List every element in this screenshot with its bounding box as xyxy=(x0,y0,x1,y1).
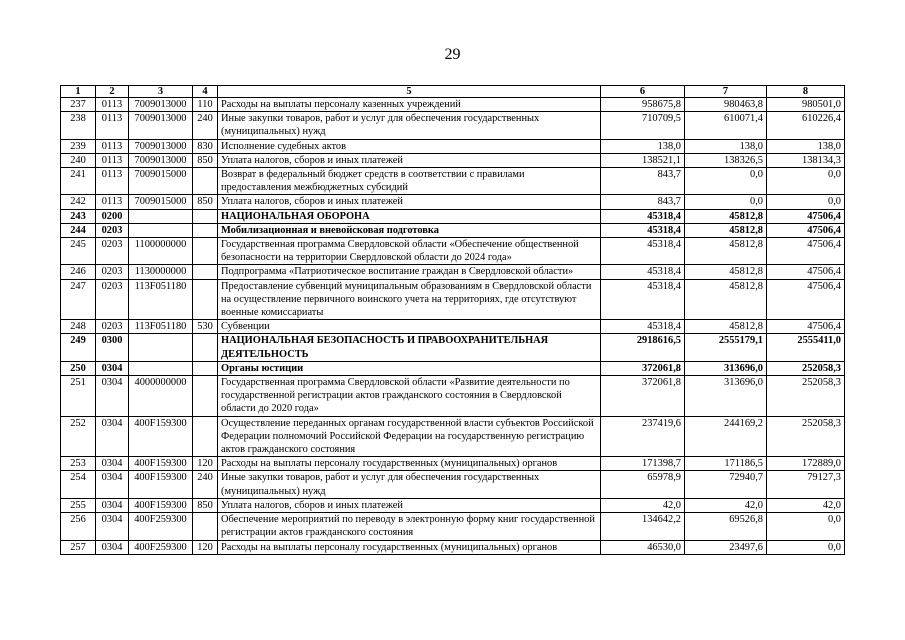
target-article-cell: 7009015000 xyxy=(129,168,193,195)
table-row xyxy=(61,457,845,471)
amount-col8-cell: 610226,4 xyxy=(767,112,845,139)
target-article-cell: 400F159300 xyxy=(129,498,193,512)
page-number: 29 xyxy=(444,46,461,63)
row-number-cell: 257 xyxy=(61,540,96,554)
section-code-cell: 0113 xyxy=(96,139,129,153)
target-article-cell: 400F159300 xyxy=(129,471,193,498)
row-number-cell: 242 xyxy=(61,195,96,209)
table-row xyxy=(61,540,845,554)
table-row xyxy=(61,98,845,112)
amount-col8-cell: 138134,3 xyxy=(767,153,845,167)
expense-type-cell: 850 xyxy=(193,498,218,512)
expense-type-cell xyxy=(193,265,218,279)
amount-col8-cell: 47506,4 xyxy=(767,238,845,265)
item-name-cell: Расходы на выплаты персоналу государственных (муниципальных) органов xyxy=(218,457,601,471)
table-row xyxy=(61,361,845,375)
table-row xyxy=(61,139,845,153)
amount-col6-cell: 45318,4 xyxy=(601,279,685,320)
target-article-cell: 113F051180 xyxy=(129,279,193,320)
item-name-cell: Субвенции xyxy=(218,320,601,334)
budget-table xyxy=(60,85,845,555)
table-body xyxy=(61,98,845,555)
row-number-cell: 254 xyxy=(61,471,96,498)
target-article-cell: 7009013000 xyxy=(129,112,193,139)
table-row xyxy=(61,153,845,167)
amount-col8-cell: 252058,3 xyxy=(767,416,845,457)
expense-type-cell: 530 xyxy=(193,320,218,334)
amount-col8-cell: 252058,3 xyxy=(767,361,845,375)
expense-type-cell: 850 xyxy=(193,195,218,209)
expense-type-cell: 850 xyxy=(193,153,218,167)
row-number-cell: 244 xyxy=(61,223,96,237)
amount-col7-cell: 45812,8 xyxy=(685,265,767,279)
item-name-cell: Иные закупки товаров, работ и услуг для обеспечения государственных (муниципальных) нужд xyxy=(218,112,601,139)
amount-col8-cell: 47506,4 xyxy=(767,320,845,334)
column-header: 7 xyxy=(685,86,767,98)
section-code-cell: 0203 xyxy=(96,238,129,265)
section-code-cell: 0200 xyxy=(96,209,129,223)
section-code-cell: 0304 xyxy=(96,416,129,457)
target-article-cell: 400F259300 xyxy=(129,513,193,540)
item-name-cell: Возврат в федеральный бюджет средств в соответствии с правилами предоставления межбюджетных субсидий xyxy=(218,168,601,195)
section-code-cell: 0203 xyxy=(96,265,129,279)
expense-type-cell: 120 xyxy=(193,540,218,554)
target-article-cell xyxy=(129,223,193,237)
amount-col6-cell: 843,7 xyxy=(601,195,685,209)
amount-col6-cell: 372061,8 xyxy=(601,361,685,375)
section-code-cell: 0203 xyxy=(96,223,129,237)
section-code-cell: 0113 xyxy=(96,98,129,112)
expense-type-cell: 830 xyxy=(193,139,218,153)
expense-type-cell xyxy=(193,334,218,361)
target-article-cell: 7009013000 xyxy=(129,98,193,112)
table-row xyxy=(61,334,845,361)
amount-col6-cell: 42,0 xyxy=(601,498,685,512)
amount-col8-cell: 42,0 xyxy=(767,498,845,512)
row-number-cell: 237 xyxy=(61,98,96,112)
column-header: 8 xyxy=(767,86,845,98)
amount-col7-cell: 69526,8 xyxy=(685,513,767,540)
item-name-cell: Органы юстиции xyxy=(218,361,601,375)
amount-col7-cell: 138,0 xyxy=(685,139,767,153)
section-code-cell: 0113 xyxy=(96,112,129,139)
row-number-cell: 255 xyxy=(61,498,96,512)
item-name-cell: Исполнение судебных актов xyxy=(218,139,601,153)
row-number-cell: 246 xyxy=(61,265,96,279)
item-name-cell: Расходы на выплаты персоналу казенных учреждений xyxy=(218,98,601,112)
amount-col8-cell: 252058,3 xyxy=(767,376,845,417)
table-header-row xyxy=(61,86,845,98)
item-name-cell: НАЦИОНАЛЬНАЯ ОБОРОНА xyxy=(218,209,601,223)
item-name-cell: Уплата налогов, сборов и иных платежей xyxy=(218,498,601,512)
amount-col8-cell: 47506,4 xyxy=(767,265,845,279)
table-row xyxy=(61,265,845,279)
row-number-cell: 245 xyxy=(61,238,96,265)
section-code-cell: 0304 xyxy=(96,498,129,512)
row-number-cell: 243 xyxy=(61,209,96,223)
column-header: 3 xyxy=(129,86,193,98)
row-number-cell: 250 xyxy=(61,361,96,375)
section-code-cell: 0304 xyxy=(96,361,129,375)
row-number-cell: 247 xyxy=(61,279,96,320)
amount-col8-cell: 47506,4 xyxy=(767,223,845,237)
target-article-cell: 4000000000 xyxy=(129,376,193,417)
amount-col6-cell: 45318,4 xyxy=(601,209,685,223)
table-row xyxy=(61,279,845,320)
amount-col6-cell: 138,0 xyxy=(601,139,685,153)
amount-col6-cell: 45318,4 xyxy=(601,223,685,237)
amount-col7-cell: 45812,8 xyxy=(685,238,767,265)
section-code-cell: 0113 xyxy=(96,168,129,195)
target-article-cell xyxy=(129,361,193,375)
expense-type-cell xyxy=(193,279,218,320)
row-number-cell: 251 xyxy=(61,376,96,417)
item-name-cell: Государственная программа Свердловской области «Обеспечение общественной безопасности на территории Свердловской области до 2024 года» xyxy=(218,238,601,265)
target-article-cell xyxy=(129,209,193,223)
expense-type-cell: 110 xyxy=(193,98,218,112)
column-header: 2 xyxy=(96,86,129,98)
column-header: 6 xyxy=(601,86,685,98)
amount-col8-cell: 47506,4 xyxy=(767,279,845,320)
item-name-cell: НАЦИОНАЛЬНАЯ БЕЗОПАСНОСТЬ И ПРАВООХРАНИТЕЛЬНАЯ ДЕЯТЕЛЬНОСТЬ xyxy=(218,334,601,361)
section-code-cell: 0304 xyxy=(96,540,129,554)
amount-col8-cell: 138,0 xyxy=(767,139,845,153)
amount-col7-cell: 171186,5 xyxy=(685,457,767,471)
section-code-cell: 0304 xyxy=(96,376,129,417)
amount-col8-cell: 0,0 xyxy=(767,168,845,195)
amount-col7-cell: 2555179,1 xyxy=(685,334,767,361)
table-row xyxy=(61,376,845,417)
item-name-cell: Иные закупки товаров, работ и услуг для обеспечения государственных (муниципальных) нужд xyxy=(218,471,601,498)
table-row xyxy=(61,223,845,237)
target-article-cell: 7009013000 xyxy=(129,153,193,167)
amount-col6-cell: 372061,8 xyxy=(601,376,685,417)
item-name-cell: Мобилизационная и вневойсковая подготовка xyxy=(218,223,601,237)
amount-col6-cell: 843,7 xyxy=(601,168,685,195)
row-number-cell: 253 xyxy=(61,457,96,471)
table-row xyxy=(61,471,845,498)
amount-col6-cell: 46530,0 xyxy=(601,540,685,554)
row-number-cell: 252 xyxy=(61,416,96,457)
amount-col7-cell: 980463,8 xyxy=(685,98,767,112)
section-code-cell: 0113 xyxy=(96,153,129,167)
table-row xyxy=(61,320,845,334)
expense-type-cell xyxy=(193,376,218,417)
amount-col8-cell: 980501,0 xyxy=(767,98,845,112)
amount-col8-cell: 0,0 xyxy=(767,540,845,554)
row-number-cell: 256 xyxy=(61,513,96,540)
target-article-cell: 7009013000 xyxy=(129,139,193,153)
target-article-cell xyxy=(129,334,193,361)
target-article-cell: 113F051180 xyxy=(129,320,193,334)
target-article-cell: 1130000000 xyxy=(129,265,193,279)
row-number-cell: 248 xyxy=(61,320,96,334)
expense-type-cell: 240 xyxy=(193,471,218,498)
amount-col6-cell: 45318,4 xyxy=(601,238,685,265)
target-article-cell: 400F259300 xyxy=(129,540,193,554)
column-header: 1 xyxy=(61,86,96,98)
expense-type-cell xyxy=(193,416,218,457)
amount-col7-cell: 45812,8 xyxy=(685,279,767,320)
section-code-cell: 0304 xyxy=(96,457,129,471)
amount-col6-cell: 2918616,5 xyxy=(601,334,685,361)
item-name-cell: Обеспечение мероприятий по переводу в электронную форму книг государственной регистрации актов гражданского состояния xyxy=(218,513,601,540)
amount-col7-cell: 313696,0 xyxy=(685,376,767,417)
amount-col7-cell: 244169,2 xyxy=(685,416,767,457)
amount-col7-cell: 42,0 xyxy=(685,498,767,512)
expense-type-cell: 240 xyxy=(193,112,218,139)
target-article-cell: 7009015000 xyxy=(129,195,193,209)
expense-type-cell xyxy=(193,223,218,237)
item-name-cell: Подпрограмма «Патриотическое воспитание граждан в Свердловской области» xyxy=(218,265,601,279)
row-number-cell: 249 xyxy=(61,334,96,361)
amount-col6-cell: 237419,6 xyxy=(601,416,685,457)
amount-col7-cell: 610071,4 xyxy=(685,112,767,139)
row-number-cell: 241 xyxy=(61,168,96,195)
column-header: 5 xyxy=(218,86,601,98)
amount-col8-cell: 172889,0 xyxy=(767,457,845,471)
table-row xyxy=(61,195,845,209)
table-row xyxy=(61,112,845,139)
expense-type-cell: 120 xyxy=(193,457,218,471)
expense-type-cell xyxy=(193,513,218,540)
table-row xyxy=(61,168,845,195)
target-article-cell: 1100000000 xyxy=(129,238,193,265)
amount-col7-cell: 0,0 xyxy=(685,168,767,195)
expense-type-cell xyxy=(193,209,218,223)
amount-col8-cell: 47506,4 xyxy=(767,209,845,223)
row-number-cell: 238 xyxy=(61,112,96,139)
section-code-cell: 0300 xyxy=(96,334,129,361)
target-article-cell: 400F159300 xyxy=(129,416,193,457)
section-code-cell: 0113 xyxy=(96,195,129,209)
amount-col7-cell: 313696,0 xyxy=(685,361,767,375)
amount-col8-cell: 2555411,0 xyxy=(767,334,845,361)
amount-col7-cell: 45812,8 xyxy=(685,209,767,223)
amount-col6-cell: 710709,5 xyxy=(601,112,685,139)
table-row xyxy=(61,513,845,540)
amount-col7-cell: 45812,8 xyxy=(685,223,767,237)
item-name-cell: Предоставление субвенций муниципальным образованиям в Свердловской области на осуществление первичного воинского учета на территориях, где отсутствуют военные комиссариаты xyxy=(218,279,601,320)
section-code-cell: 0203 xyxy=(96,279,129,320)
row-number-cell: 240 xyxy=(61,153,96,167)
amount-col6-cell: 45318,4 xyxy=(601,320,685,334)
table-row xyxy=(61,498,845,512)
target-article-cell: 400F159300 xyxy=(129,457,193,471)
expense-type-cell xyxy=(193,168,218,195)
item-name-cell: Уплата налогов, сборов и иных платежей xyxy=(218,195,601,209)
amount-col6-cell: 134642,2 xyxy=(601,513,685,540)
amount-col6-cell: 958675,8 xyxy=(601,98,685,112)
table-row xyxy=(61,416,845,457)
table-row xyxy=(61,238,845,265)
amount-col6-cell: 45318,4 xyxy=(601,265,685,279)
item-name-cell: Расходы на выплаты персоналу государственных (муниципальных) органов xyxy=(218,540,601,554)
item-name-cell: Государственная программа Свердловской области «Развитие деятельности по государственной регистрации актов гражданского состояния в Свердловской области до 2020 года» xyxy=(218,376,601,417)
amount-col6-cell: 138521,1 xyxy=(601,153,685,167)
amount-col6-cell: 171398,7 xyxy=(601,457,685,471)
amount-col8-cell: 0,0 xyxy=(767,513,845,540)
amount-col7-cell: 0,0 xyxy=(685,195,767,209)
column-header: 4 xyxy=(193,86,218,98)
item-name-cell: Уплата налогов, сборов и иных платежей xyxy=(218,153,601,167)
section-code-cell: 0203 xyxy=(96,320,129,334)
expense-type-cell xyxy=(193,361,218,375)
table-row xyxy=(61,209,845,223)
amount-col6-cell: 65978,9 xyxy=(601,471,685,498)
expense-type-cell xyxy=(193,238,218,265)
amount-col8-cell: 79127,3 xyxy=(767,471,845,498)
section-code-cell: 0304 xyxy=(96,513,129,540)
amount-col7-cell: 45812,8 xyxy=(685,320,767,334)
amount-col7-cell: 138326,5 xyxy=(685,153,767,167)
amount-col8-cell: 0,0 xyxy=(767,195,845,209)
amount-col7-cell: 23497,6 xyxy=(685,540,767,554)
section-code-cell: 0304 xyxy=(96,471,129,498)
amount-col7-cell: 72940,7 xyxy=(685,471,767,498)
item-name-cell: Осуществление переданных органам государственной власти субъектов Российской Федерации полномочий Российской Федерации на государственную регистрацию актов гражданского состояния xyxy=(218,416,601,457)
row-number-cell: 239 xyxy=(61,139,96,153)
